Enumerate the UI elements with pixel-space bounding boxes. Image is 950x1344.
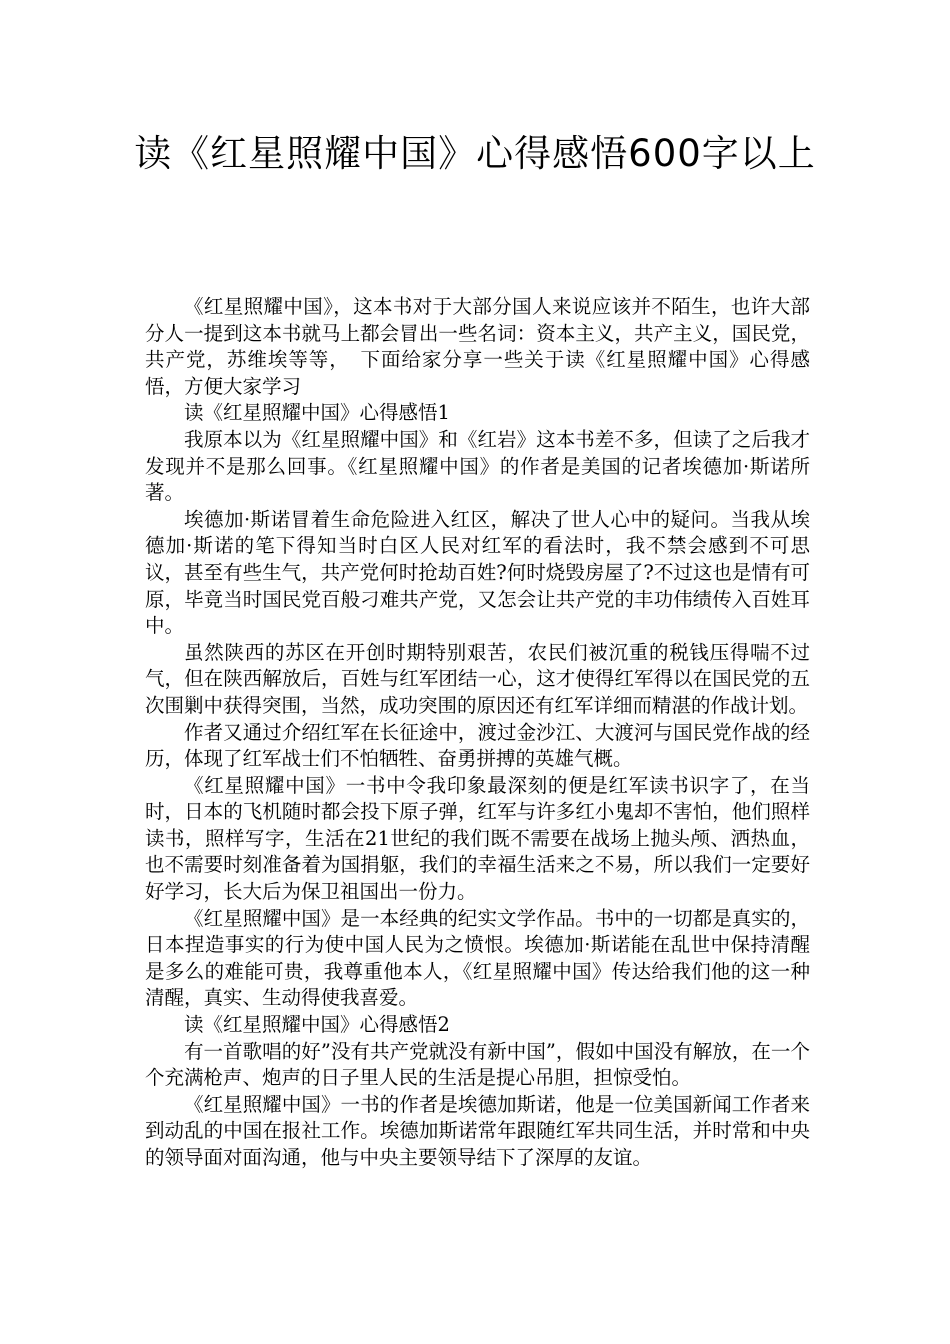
paragraph: 《红星照耀中国》一书中令我印象最深刻的便是红军读书识字了，在当时，日本的飞机随时都会投下原子弹，红军与许多红小鬼却不害怕，他们照样读书，照样写字，生活在21世纪的我们既不需要在战场上抛头颅、洒热血，也不需要时刻准备着为国捐躯，我们的幸福生活来之不易，所以我们一定要好好学习，长大后为保卫祖国出一份力。 (145, 773, 810, 904)
document-body (145, 294, 810, 1172)
paragraph: 有一首歌唱的好”没有共产党就没有新中国”，假如中国没有解放，在一个个充满枪声、炮声的日子里人民的生活是提心吊胆，担惊受怕。 (145, 1039, 810, 1090)
paragraph: 作者又通过介绍红军在长征途中，渡过金沙江、大渡河与国民党作战的经历，体现了红军战士们不怕牺牲、奋勇拼搏的英雄气概。 (145, 720, 810, 771)
paragraph: 虽然陕西的苏区在开创时期特别艰苦，农民们被沉重的税钱压得喘不过气，但在陕西解放后，百姓与红军团结一心，这才使得红军得以在国民党的五次围剿中获得突围，当然，成功突围的原因还有红军详细而精湛的作战计划。 (145, 640, 810, 717)
section-heading-2: 读《红星照耀中国》心得感悟2 (184, 1013, 450, 1037)
paragraph: 《红星照耀中国》一书的作者是埃德加斯诺，他是一位美国新闻工作者来到动乱的中国在报社工作。埃德加斯诺常年跟随红军共同生活，并时常和中央的领导面对面沟通，他与中央主要领导结下了深厚的友谊。 (145, 1092, 810, 1169)
section-heading-1: 读《红星照耀中国》心得感悟1 (184, 401, 450, 425)
paragraph: 《红星照耀中国》是一本经典的纪实文学作品。书中的一切都是真实的，日本捏造事实的行为使中国人民为之愤恨。埃德加·斯诺能在乱世中保持清醒是多么的难能可贵，我尊重他本人，《红星照耀中国》传达给我们他的这一种清醒，真实、生动得使我喜爱。 (145, 906, 810, 1010)
paragraph: 我原本以为《红星照耀中国》和《红岩》这本书差不多，但读了之后我才发现并不是那么回事。《红星照耀中国》的作者是美国的记者埃德加·斯诺所著。 (145, 427, 810, 505)
paragraph: 埃德加·斯诺冒着生命危险进入红区，解决了世人心中的疑问。当我从埃德加·斯诺的笔下得知当时白区人民对红军的看法时，我不禁会感到不可思议，甚至有些生气，共产党何时抢劫百姓?何时烧毁房屋了?不过这也是情有可原，毕竟当时国民党百般刁难共产党，又怎会让共产党的丰功伟绩传入百姓耳中。 (145, 507, 810, 638)
paragraph-intro: 《红星照耀中国》，这本书对于大部分国人来说应该并不陌生，也许大部分人一提到这本书就马上都会冒出一些名词：资本主义，共产主义，国民党，共产党，苏维埃等等， 下面给家分享一些关于读《红星照耀中国》心得感悟，方便大家学习 (145, 295, 810, 398)
document-title: 读《红星照耀中国》心得感悟600字以上 (134, 132, 816, 175)
